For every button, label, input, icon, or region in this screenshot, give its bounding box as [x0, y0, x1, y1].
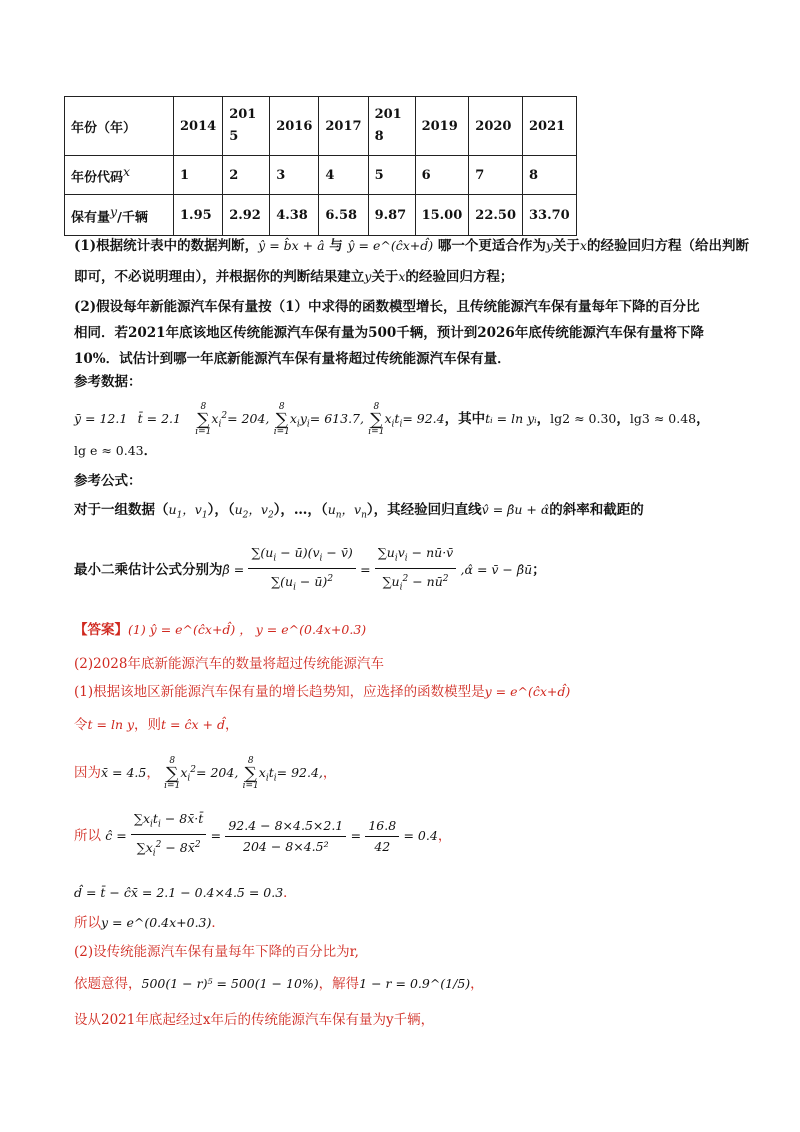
table-cell: 2020 [469, 97, 523, 156]
table-cell: 22.50 [469, 195, 523, 236]
question-1-line1 [74, 237, 749, 255]
table-cell: 2021 [523, 97, 577, 156]
solution-formula: = 204, [196, 765, 239, 781]
answer-line2: (2)2028年底新能源汽车的数量将超过传统能源汽车 [74, 656, 384, 672]
solution-formula: y = e^(0.4x+0.3) [101, 915, 212, 930]
code-label: 年份代码 [71, 170, 124, 186]
answer-line1 [74, 621, 366, 639]
solution-text: ， [437, 828, 452, 844]
question-2-line1: (2)假设每年新能源汽车保有量按（1）中求得的函数模型增长，且传统能源汽车保有量每年下降的百分比 [74, 299, 700, 315]
table-cell: 2016 [270, 97, 319, 156]
stock-var: y [110, 204, 118, 220]
solution-text: ， [224, 717, 239, 733]
solution-text: ． [283, 885, 297, 901]
solution-formula: y = e^(ĉx+d̂) [484, 684, 571, 699]
ref-lge-line: lg e ≈ 0.43． [74, 443, 158, 459]
answer-1: (1) ŷ = e^(ĉx+d̂) ， y = e^(0.4x+0.3) [128, 622, 367, 637]
solution-text: (1)根据该地区新能源汽车保有量的增长趋势知，应选择的函数模型是 [74, 684, 485, 700]
table-cell: 6 [415, 156, 469, 195]
data-table [64, 96, 577, 236]
var-x: x [579, 238, 587, 253]
solution-formula: t = ĉx + d̂ [161, 717, 225, 732]
solution-step-5 [74, 884, 297, 902]
ref-tbar: t̄ = 2.1 [137, 411, 181, 427]
stock-unit: /千辆 [117, 210, 148, 226]
table-row-header [65, 195, 174, 236]
sum-symbol: 8 ∑ i=1 [368, 401, 385, 437]
table-cell: 7 [469, 156, 523, 195]
solution-step-2 [74, 716, 238, 734]
q1-text: 与 [324, 238, 348, 254]
q1-text: 的经验回归方程； [405, 269, 514, 285]
solution-step-7: (2)设传统能源汽车保有量每年下降的百分比为r, [74, 944, 359, 960]
question-1-line2 [74, 268, 513, 286]
ref-data-title: 参考数据： [74, 374, 142, 390]
solution-text: ． [211, 915, 225, 931]
formula-text: 的斜率和截距的 [549, 502, 644, 518]
ref-t-def: tᵢ = ln yᵢ [485, 411, 537, 427]
solution-text: 所以 [74, 828, 101, 844]
table-cell: 年份（年） [65, 97, 174, 156]
var-x: x [398, 269, 406, 284]
q1-text: 即可，不必说明理由），并根据你的判断结果建立 [74, 269, 365, 285]
formula-text: 最小二乘估计公式分别为 [74, 562, 223, 578]
ref-lg2: lg2 ≈ 0.30 [550, 411, 617, 427]
solution-formula: = 92.4, [276, 765, 323, 781]
sum-symbol: 8 ∑ i=1 [164, 755, 181, 791]
table-cell: 2 [223, 156, 270, 195]
solution-step-3: 因为x̄ = 4.5， 8 ∑ $i=1x_i^2= 204$, 8 ∑ $i=1x_it_i= 92.4$,， [74, 755, 337, 791]
ref-lg3: lg3 ≈ 0.48 [629, 411, 697, 427]
solution-formula: x̄ = 4.5 [101, 765, 147, 781]
table-cell: 3 [270, 156, 319, 195]
table-cell: 5 [368, 156, 415, 195]
table-row-header [65, 156, 174, 195]
table-row-year [65, 97, 577, 156]
question-2-line3: 10%．试估计到哪一年底新能源汽车保有量将超过传统能源汽车保有量． [74, 351, 511, 367]
solution-text: ， [322, 765, 337, 782]
solution-formula: 500(1 − r)⁵ = 500(1 − 10%) [141, 976, 319, 991]
beta-fraction-2: $\sum u_iv_i$ − nū·v̄ $\sum u_i^2$ − $nū^2$ [375, 543, 456, 598]
formula-text: ），…，（ [273, 502, 328, 518]
table-cell: 6.58 [319, 195, 368, 236]
formula-text: ），（ [207, 502, 235, 518]
solution-step-1 [74, 683, 570, 701]
solution-text: ， [470, 976, 484, 992]
ref-lge: lg e ≈ 0.43 [74, 443, 144, 458]
table-cell: 2017 [319, 97, 368, 156]
sum-symbol: 8 ∑ i=1 [242, 755, 259, 791]
q1-text: 关于 [371, 269, 399, 285]
table-cell: 4 [319, 156, 368, 195]
d-hat-result: d̂ = t̄ − ĉx̄ = 2.1 − 0.4×4.5 = 0.3 [74, 885, 284, 900]
q1-text: 关于 [552, 238, 580, 254]
solution-formula: t = ln y [87, 717, 135, 732]
sum-symbol: 8 ∑ i=1 [273, 401, 290, 437]
code-var: x [123, 164, 131, 180]
var-y: y [364, 269, 372, 284]
answer-tag: 【答案】 [74, 622, 128, 638]
question-2-line2: 相同．若2021年底该地区传统能源汽车保有量为500千辆，预计到2026年底传统能源汽车保有量将下降 [74, 325, 704, 341]
solution-text: ，则 [134, 717, 162, 733]
alpha-formula: α̂ = v̄ − β̂ū [464, 562, 533, 577]
solution-formula: 1 − r = 0.9^(1/5) [359, 976, 471, 991]
solution-step-9: 设从2021年底起经过x年后的传统能源汽车保有量为y千辆， [74, 1012, 435, 1028]
ref-sum-xt: = 92.4 [402, 411, 445, 427]
ref-sum-xy: = 613.7, [309, 411, 364, 427]
stock-label: 保有量 [71, 210, 111, 226]
formula-line2: 最小二乘估计公式分别为β̂ = $\frac{\sum(u_i - ū)(v_i - v̄)}{\sum(u_i - ū)^2}$ = $\sum u_iv_i$ − nū·v̄ $\sum u_i^2$ − $nū^2$ ,α̂ = v̄ − β̂ū； [74, 538, 546, 602]
table-cell: 33.70 [523, 195, 577, 236]
table-row-code [65, 156, 577, 195]
sum-symbol: 8 ∑ i=1 [195, 401, 212, 437]
q1-text: (1)根据统计表中的数据判断， [74, 238, 259, 254]
solution-text: 因为 [74, 765, 101, 782]
c-hat-fraction-3: $\frac{16.8}{42}$ [365, 816, 399, 857]
q1-formula-linear: ŷ = b̂x + â [258, 238, 325, 253]
var-y: y [545, 238, 553, 253]
formula-text: ），其经验回归直线 [366, 502, 482, 518]
solution-text: ，解得 [318, 976, 360, 992]
table-cell: 4.38 [270, 195, 319, 236]
c-hat-fraction-1: $\sum x_it_i$ − 8x̄·t̄ $\sum x_i^2$ − 8x̄$^2$ [131, 809, 206, 864]
table-cell: 1.95 [174, 195, 223, 236]
solution-text: 所以 [74, 915, 101, 931]
c-hat-result: = 0.4 [403, 828, 438, 843]
ref-sum-x2: = 204, [227, 411, 270, 427]
formula-line1: 对于一组数据（$u_1$，$v_1$），（$u_2$，$v_2$），…，（$u_n$，$v_n$），其经验回归直线v̂ = β̂u + α̂的斜率和截距的 [74, 502, 644, 521]
ref-where: ，其中 [444, 411, 486, 428]
solution-text: ， [146, 765, 160, 782]
ref-data-line: ȳ = 12.1 t̄ = 2.1 8 ∑ $i=1x_i^2= 204$, 8 ∑ $i=1x_iy_i= 613.7$, 8 ∑ $i=1x_it_i= 92.4$，其中tᵢ = ln yᵢ，lg2 ≈ 0.30，lg3 ≈ 0.48， [74, 401, 710, 437]
beta-fraction-1: $\frac{\sum(u_i - ū)(v_i - v̄)}{\sum(u_i - ū)^2}$ [248, 543, 355, 598]
c-hat-fraction-2: $\frac{92.4 - 8\times 4.5\times 2.1}{\text{204 − 8×4.5²}}$ [225, 816, 346, 857]
table-cell: 9.87 [368, 195, 415, 236]
table-cell: 1 [174, 156, 223, 195]
formula-text: 对于一组数据（ [74, 502, 169, 518]
solution-step-4: 所以 ĉ = $\sum x_it_i$ − 8x̄·t̄ $\sum x_i^2$ − 8x̄$^2$ = $\frac{92.4 - 8\times 4.5\times 2.1}{\text{204 − 8×4.5²}}$ = $\frac{16.8}{42}$ = 0.4， [74, 805, 451, 867]
table-cell: 15.00 [415, 195, 469, 236]
ref-formula-title: 参考公式： [74, 473, 142, 489]
table-cell: 201 8 [368, 97, 415, 156]
q1-text: 的经验回归方程（给出判断 [586, 238, 749, 254]
formula-regression-line: v̂ = β̂u + α̂ [481, 502, 550, 517]
table-row-stock [65, 195, 577, 236]
solution-text: 令 [74, 717, 88, 733]
table-cell: 2014 [174, 97, 223, 156]
table-cell: 2.92 [223, 195, 270, 236]
solution-step-8 [74, 975, 484, 993]
q1-text: 哪一个更适合作为 [433, 238, 546, 254]
solution-step-6 [74, 914, 225, 932]
table-cell: 201 5 [223, 97, 270, 156]
table-cell: 2019 [415, 97, 469, 156]
table-cell: 8 [523, 156, 577, 195]
ref-ybar: ȳ = 12.1 [74, 411, 128, 427]
solution-text: 依题意得， [74, 976, 142, 992]
q1-formula-exp: ŷ = e^(ĉx+d̂) [347, 238, 434, 253]
